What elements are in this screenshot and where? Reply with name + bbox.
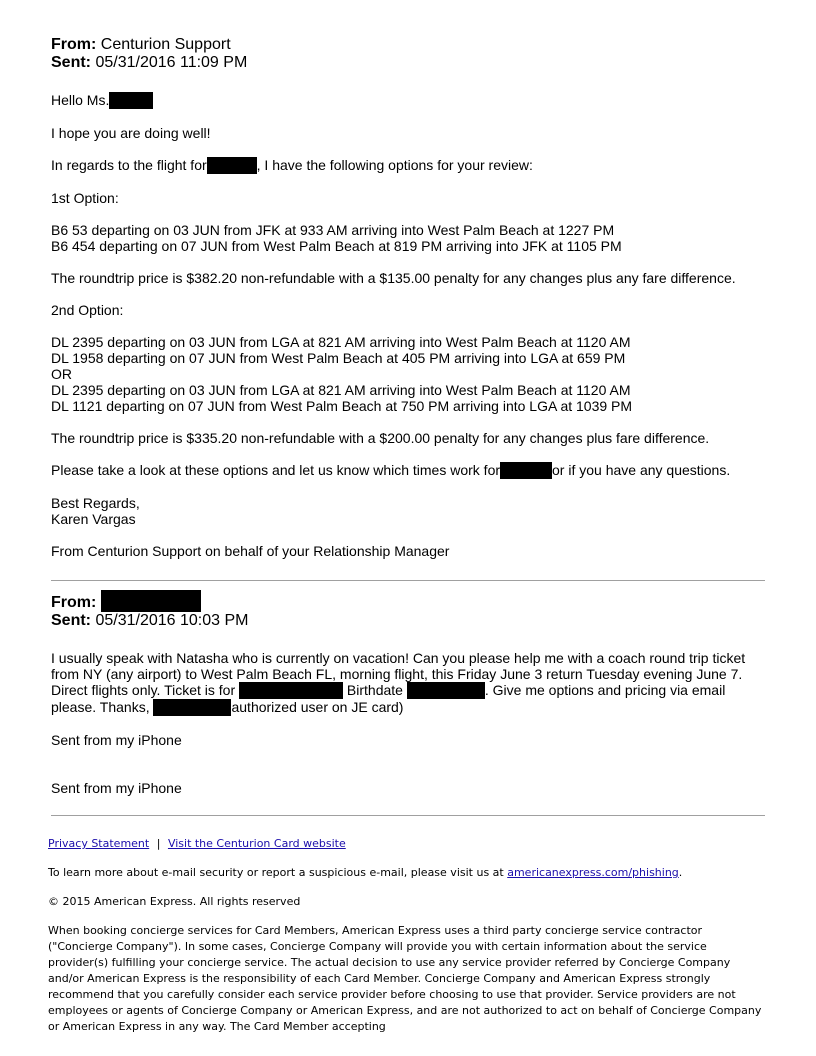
signature: Sent from my iPhone: [51, 780, 182, 796]
hope-line: I hope you are doing well!: [51, 125, 211, 141]
sent-label: Sent:: [51, 54, 91, 71]
option2-title: 2nd Option:: [51, 302, 124, 318]
original-header: [51, 590, 765, 630]
from-label: From:: [51, 36, 97, 53]
redaction: [153, 699, 231, 716]
reply-header: [51, 36, 765, 72]
divider-line: [51, 815, 765, 816]
option1-price: The roundtrip price is $382.20 non-refundable with a $135.00 penalty for any changes plus any fare difference.: [51, 270, 736, 286]
regards-line: In regards to the flight for , I have the following options for your review:: [51, 157, 533, 173]
privacy-statement-link[interactable]: Privacy Statement: [48, 837, 150, 850]
signature: Sent from my iPhone: [51, 732, 182, 748]
option2-flight: DL 1958 departing on 07 JUN from West Palm Beach at 405 PM arriving into LGA at 659 PM: [51, 350, 626, 366]
footer-links: [48, 836, 768, 852]
from-label: From:: [51, 594, 97, 611]
link-divider: |: [156, 837, 161, 850]
redaction: [109, 92, 153, 109]
copyright: © 2015 American Express. All rights reserved: [48, 895, 301, 908]
option1-title: 1st Option:: [51, 190, 119, 206]
on-behalf-line: From Centurion Support on behalf of your Relationship Manager: [51, 543, 450, 559]
disclaimer: When booking concierge services for Card Members, American Express uses a third party concierge service contractor ("Concierge Company"). In some cases, Concierge Company will provide you with certain information about the service provider(s) fulfilling your concierge service. The actual decision to use any service provider referred by Concierge Company and/or American Express is the responsibility of each Card Member. Concierge Company and American Express strongly recommend that you carefully consider each service provider before choosing to use that provider. Service providers are not employees or agents of Concierge Company or American Express, and are not authorized to act on behalf of Concierge Company or American Express in any way. The Card Member accepting: [48, 924, 762, 1033]
option1-flight: B6 454 departing on 07 JUN from West Palm Beach at 819 PM arriving into JFK at 1105 PM: [51, 238, 622, 254]
sign-off: Best Regards,: [51, 495, 140, 511]
phishing-link[interactable]: americanexpress.com/phishing: [507, 866, 679, 879]
centurion-website-link[interactable]: Visit the Centurion Card website: [167, 837, 346, 850]
greeting: Hello Ms.: [51, 92, 765, 109]
option2-flight: DL 2395 departing on 03 JUN from LGA at 821 AM arriving into West Palm Beach at 1120 AM: [51, 334, 631, 350]
sent-label: Sent:: [51, 612, 91, 629]
redaction: [407, 682, 485, 699]
email-reply: [51, 36, 765, 559]
redaction: [207, 157, 257, 174]
from-value: Centurion Support: [100, 36, 231, 53]
redaction: [239, 682, 343, 699]
original-email: [51, 590, 765, 796]
security-notice: To learn more about e-mail security or report a suspicious e-mail, please visit us at americanexpress.com/phishing.: [48, 866, 683, 879]
redaction: [500, 462, 552, 479]
signer-name: Karen Vargas: [51, 511, 136, 527]
closing-line: Please take a look at these options and let us know which times work for or if you have any questions.: [51, 462, 731, 478]
body-line: I usually speak with Natasha who is currently on vacation! Can you please help me with a coach round trip ticket: [51, 650, 746, 666]
option2-flight: DL 2395 departing on 03 JUN from LGA at 821 AM arriving into West Palm Beach at 1120 AM: [51, 382, 631, 398]
footer: [48, 836, 768, 1035]
option2-price: The roundtrip price is $335.20 non-refundable with a $200.00 penalty for any changes plus fare difference.: [51, 430, 710, 446]
body-line: Direct flights only. Ticket is for Birthdate . Give me options and pricing via email: [51, 682, 726, 698]
option2-or: OR: [51, 366, 72, 382]
sent-value: 05/31/2016 11:09 PM: [95, 54, 248, 71]
option2-flight: DL 1121 departing on 07 JUN from West Palm Beach at 750 PM arriving into LGA at 1039 PM: [51, 398, 633, 414]
sent-value: 05/31/2016 10:03 PM: [95, 612, 249, 629]
divider-line: [51, 580, 765, 581]
body-line: please. Thanks, authorized user on JE card): [51, 699, 404, 715]
option1-flight: B6 53 departing on 03 JUN from JFK at 933 AM arriving into West Palm Beach at 1227 PM: [51, 222, 615, 238]
body-line: from NY (any airport) to West Palm Beach FL, morning flight, this Friday June 3 return Tuesday evening June 7.: [51, 666, 743, 682]
redaction: [101, 590, 201, 612]
